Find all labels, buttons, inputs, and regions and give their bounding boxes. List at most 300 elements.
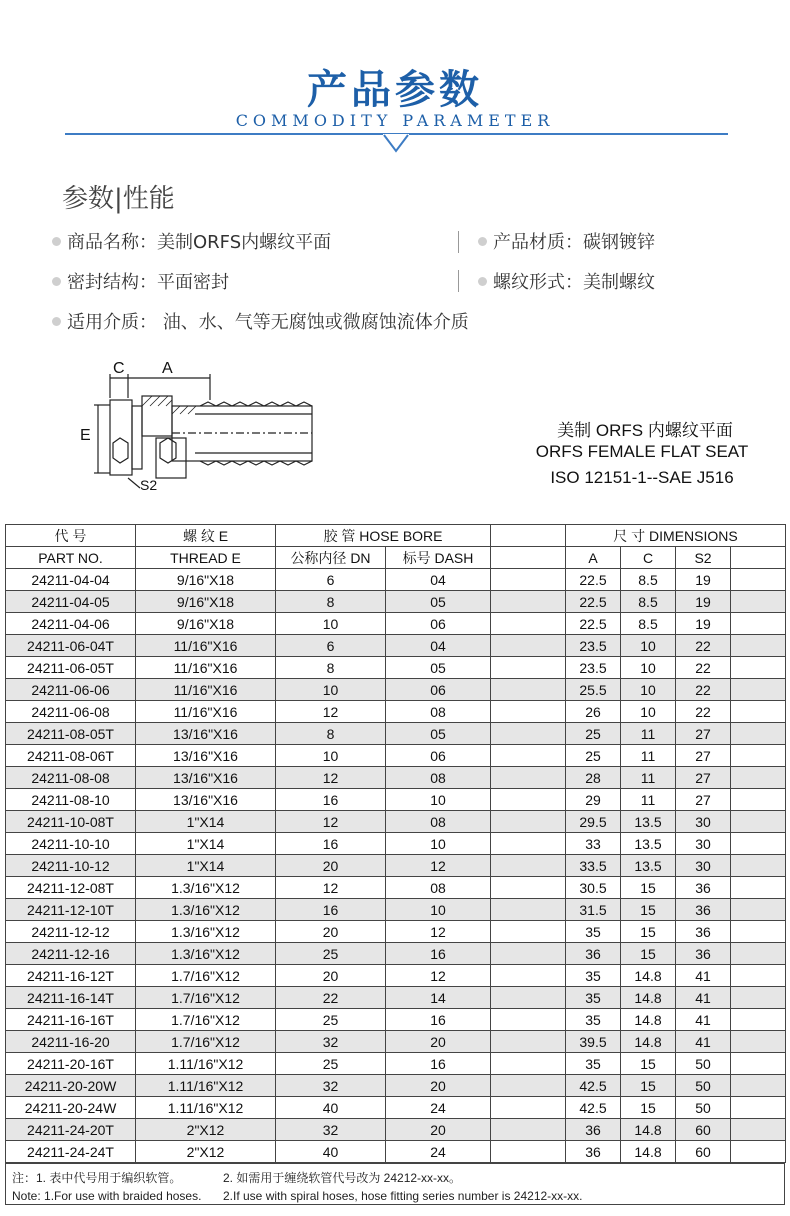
- cell-part-no: 24211-04-05: [6, 591, 136, 613]
- table-row: [6, 811, 786, 833]
- cell-blank: [491, 1009, 566, 1031]
- cell-thread: 13/16"X16: [136, 789, 276, 811]
- table-row: [6, 987, 786, 1009]
- cell-dash: 06: [386, 613, 491, 635]
- spec-seal-structure: [52, 268, 229, 294]
- cell-dim-a: 25: [566, 745, 621, 767]
- cell-dn: 25: [276, 1009, 386, 1031]
- page-title: 产品参数: [307, 67, 483, 113]
- cell-part-no: 24211-16-12T: [6, 965, 136, 987]
- cell-dn: 10: [276, 613, 386, 635]
- cell-dash: 04: [386, 635, 491, 657]
- cell-blank: [731, 1141, 786, 1163]
- table-row: [6, 591, 786, 613]
- spec-value: 美制螺纹: [583, 272, 655, 293]
- header-dash: 标号 DASH: [386, 547, 491, 569]
- cell-dn: 32: [276, 1075, 386, 1097]
- cell-part-no: 24211-24-24T: [6, 1141, 136, 1163]
- cell-dim-s2: 36: [676, 921, 731, 943]
- table-row: [6, 1119, 786, 1141]
- cell-dn: 6: [276, 569, 386, 591]
- cell-dash: 04: [386, 569, 491, 591]
- cell-dim-a: 29.5: [566, 811, 621, 833]
- table-row: [6, 745, 786, 767]
- table-row: [6, 943, 786, 965]
- cell-dim-c: 14.8: [621, 1141, 676, 1163]
- cell-dash: 08: [386, 701, 491, 723]
- cell-blank: [491, 855, 566, 877]
- cell-blank: [731, 1009, 786, 1031]
- cell-dash: 12: [386, 965, 491, 987]
- cell-blank: [491, 1141, 566, 1163]
- cell-dash: 05: [386, 723, 491, 745]
- cell-dim-c: 15: [621, 943, 676, 965]
- header-c: C: [621, 547, 676, 569]
- cell-blank: [731, 1075, 786, 1097]
- cell-dim-s2: 22: [676, 635, 731, 657]
- cell-dim-c: 15: [621, 899, 676, 921]
- cell-blank: [731, 767, 786, 789]
- cell-dash: 06: [386, 745, 491, 767]
- cell-part-no: 24211-08-06T: [6, 745, 136, 767]
- cell-dash: 08: [386, 811, 491, 833]
- table-row: [6, 1009, 786, 1031]
- fitting-diagram: [80, 358, 330, 498]
- cell-blank: [731, 1031, 786, 1053]
- cell-part-no: 24211-20-24W: [6, 1097, 136, 1119]
- cell-dim-c: 14.8: [621, 965, 676, 987]
- table-row: [6, 921, 786, 943]
- cell-part-no: 24211-16-16T: [6, 1009, 136, 1031]
- cell-dim-a: 30.5: [566, 877, 621, 899]
- cell-blank: [731, 613, 786, 635]
- table-row: [6, 723, 786, 745]
- cell-dim-s2: 41: [676, 1031, 731, 1053]
- cell-blank: [731, 657, 786, 679]
- chevron-down-icon: [383, 134, 409, 154]
- cell-blank: [731, 877, 786, 899]
- cell-dim-c: 11: [621, 745, 676, 767]
- cell-blank: [491, 701, 566, 723]
- cell-dim-s2: 41: [676, 965, 731, 987]
- note-en-1: Note: 1.For use with braided hoses.: [12, 1189, 202, 1203]
- table-row: [6, 569, 786, 591]
- table-row: [6, 1075, 786, 1097]
- cell-dim-c: 10: [621, 657, 676, 679]
- spec-value: 平面密封: [157, 272, 229, 293]
- cell-blank: [491, 987, 566, 1009]
- cell-dim-a: 36: [566, 1119, 621, 1141]
- cell-dim-a: 29: [566, 789, 621, 811]
- table-row: [6, 679, 786, 701]
- cell-dim-s2: 60: [676, 1119, 731, 1141]
- cell-thread: 1.7/16"X12: [136, 965, 276, 987]
- cell-dash: 10: [386, 833, 491, 855]
- cell-part-no: 24211-08-05T: [6, 723, 136, 745]
- cell-part-no: 24211-10-10: [6, 833, 136, 855]
- dim-label-c: C: [113, 360, 125, 377]
- cell-dash: 16: [386, 1009, 491, 1031]
- cell-part-no: 24211-06-06: [6, 679, 136, 701]
- cell-thread: 1.3/16"X12: [136, 899, 276, 921]
- cell-part-no: 24211-08-08: [6, 767, 136, 789]
- spec-label: 商品名称：: [67, 232, 157, 253]
- cell-blank: [491, 657, 566, 679]
- cell-blank: [731, 789, 786, 811]
- table-row: [6, 833, 786, 855]
- cell-dash: 12: [386, 855, 491, 877]
- cell-dim-a: 22.5: [566, 613, 621, 635]
- cell-dim-c: 14.8: [621, 987, 676, 1009]
- cell-dim-s2: 36: [676, 899, 731, 921]
- cell-dim-s2: 27: [676, 723, 731, 745]
- cell-dim-a: 39.5: [566, 1031, 621, 1053]
- cell-dim-c: 15: [621, 921, 676, 943]
- cell-blank: [491, 833, 566, 855]
- dim-label-s2: S2: [140, 477, 158, 493]
- table-row: [6, 613, 786, 635]
- header-blank: [731, 547, 786, 569]
- cell-blank: [491, 1075, 566, 1097]
- cell-dn: 25: [276, 943, 386, 965]
- table-row: [6, 855, 786, 877]
- header-blank: [491, 547, 566, 569]
- cell-thread: 1.3/16"X12: [136, 921, 276, 943]
- cell-part-no: 24211-06-05T: [6, 657, 136, 679]
- product-standard: ISO 12151-1--SAE J516: [550, 468, 734, 487]
- cell-dim-a: 28: [566, 767, 621, 789]
- spec-label: 适用介质：: [67, 312, 157, 333]
- cell-part-no: 24211-20-20W: [6, 1075, 136, 1097]
- table-row: [6, 1031, 786, 1053]
- cell-dim-s2: 30: [676, 833, 731, 855]
- cell-dn: 40: [276, 1097, 386, 1119]
- cell-thread: 1.7/16"X12: [136, 987, 276, 1009]
- cell-dim-a: 42.5: [566, 1075, 621, 1097]
- cell-dn: 10: [276, 679, 386, 701]
- cell-dash: 20: [386, 1119, 491, 1141]
- note-cn-1: 注：1. 表中代号用于编织软管。: [12, 1171, 182, 1185]
- cell-dim-s2: 50: [676, 1075, 731, 1097]
- spec-value: 美制ORFS内螺纹平面: [157, 232, 332, 253]
- cell-dash: 05: [386, 657, 491, 679]
- cell-dash: 05: [386, 591, 491, 613]
- cell-blank: [491, 789, 566, 811]
- cell-dn: 32: [276, 1119, 386, 1141]
- cell-blank: [731, 1097, 786, 1119]
- cell-dim-s2: 22: [676, 657, 731, 679]
- table-row: [6, 701, 786, 723]
- cell-dim-c: 15: [621, 1097, 676, 1119]
- cell-blank: [491, 767, 566, 789]
- note-cn-2: 2. 如需用于缠绕软管代号改为 24212-xx-xx。: [223, 1171, 462, 1185]
- cell-dim-c: 13.5: [621, 833, 676, 855]
- cell-thread: 11/16"X16: [136, 657, 276, 679]
- cell-blank: [731, 1053, 786, 1075]
- cell-dim-s2: 27: [676, 745, 731, 767]
- header-code-en: PART NO.: [6, 547, 136, 569]
- cell-blank: [731, 745, 786, 767]
- cell-dn: 40: [276, 1141, 386, 1163]
- cell-dn: 12: [276, 811, 386, 833]
- cell-dn: 22: [276, 987, 386, 1009]
- cell-dim-a: 23.5: [566, 657, 621, 679]
- cell-blank: [731, 899, 786, 921]
- cell-dash: 08: [386, 767, 491, 789]
- cell-dash: 06: [386, 679, 491, 701]
- table-row: [6, 965, 786, 987]
- cell-part-no: 24211-06-08: [6, 701, 136, 723]
- cell-blank: [731, 591, 786, 613]
- cell-blank: [491, 745, 566, 767]
- cell-blank: [491, 723, 566, 745]
- notes-box: [5, 1163, 785, 1205]
- cell-dim-c: 8.5: [621, 613, 676, 635]
- dim-label-e: E: [80, 427, 91, 444]
- cell-thread: 9/16"X18: [136, 591, 276, 613]
- cell-dim-s2: 19: [676, 613, 731, 635]
- cell-dim-c: 13.5: [621, 855, 676, 877]
- cell-part-no: 24211-12-10T: [6, 899, 136, 921]
- cell-dn: 8: [276, 723, 386, 745]
- cell-dn: 25: [276, 1053, 386, 1075]
- spec-medium: [52, 308, 469, 334]
- cell-dash: 08: [386, 877, 491, 899]
- cell-dim-c: 15: [621, 1053, 676, 1075]
- cell-blank: [491, 811, 566, 833]
- table-row: [6, 657, 786, 679]
- cell-blank: [731, 987, 786, 1009]
- cell-dim-s2: 50: [676, 1097, 731, 1119]
- table-row: [6, 1097, 786, 1119]
- cell-dim-c: 11: [621, 767, 676, 789]
- table-row: [6, 789, 786, 811]
- cell-blank: [491, 899, 566, 921]
- cell-part-no: 24211-12-08T: [6, 877, 136, 899]
- cell-blank: [491, 591, 566, 613]
- cell-blank: [731, 943, 786, 965]
- bullet-icon: [52, 277, 61, 286]
- cell-thread: 9/16"X18: [136, 613, 276, 635]
- cell-dim-a: 35: [566, 1053, 621, 1075]
- cell-dim-s2: 27: [676, 789, 731, 811]
- header-thread-cn: 螺 纹 E: [136, 525, 276, 547]
- cell-dn: 12: [276, 767, 386, 789]
- spec-thread-form: [478, 268, 655, 294]
- cell-blank: [491, 943, 566, 965]
- cell-dim-a: 35: [566, 1009, 621, 1031]
- cell-dn: 20: [276, 921, 386, 943]
- cell-dash: 16: [386, 1053, 491, 1075]
- cell-thread: 1"X14: [136, 811, 276, 833]
- cell-dash: 14: [386, 987, 491, 1009]
- cell-thread: 1.3/16"X12: [136, 877, 276, 899]
- table-row: [6, 1053, 786, 1075]
- cell-dim-a: 35: [566, 965, 621, 987]
- cell-dn: 12: [276, 701, 386, 723]
- cell-dim-c: 10: [621, 635, 676, 657]
- cell-blank: [731, 1119, 786, 1141]
- cell-dim-s2: 36: [676, 943, 731, 965]
- cell-blank: [491, 679, 566, 701]
- cell-dn: 8: [276, 657, 386, 679]
- cell-blank: [491, 877, 566, 899]
- cell-blank: [491, 1053, 566, 1075]
- cell-dash: 12: [386, 921, 491, 943]
- bullet-icon: [52, 317, 61, 326]
- product-name-cn: 美制 ORFS 内螺纹平面: [557, 421, 733, 440]
- cell-dim-a: 26: [566, 701, 621, 723]
- spec-label: 产品材质：: [493, 232, 583, 253]
- cell-dash: 24: [386, 1141, 491, 1163]
- table-body: [6, 569, 786, 1163]
- cell-dim-s2: 22: [676, 701, 731, 723]
- cell-dim-c: 14.8: [621, 1031, 676, 1053]
- cell-dim-a: 25: [566, 723, 621, 745]
- cell-blank: [491, 635, 566, 657]
- header-thread-en: THREAD E: [136, 547, 276, 569]
- header-a: A: [566, 547, 621, 569]
- bullet-icon: [52, 237, 61, 246]
- cell-blank: [491, 1031, 566, 1053]
- parameter-table: [5, 524, 786, 1163]
- cell-dim-c: 8.5: [621, 569, 676, 591]
- cell-part-no: 24211-10-08T: [6, 811, 136, 833]
- cell-blank: [491, 921, 566, 943]
- cell-blank: [491, 1119, 566, 1141]
- bullet-icon: [478, 237, 487, 246]
- cell-dim-c: 15: [621, 877, 676, 899]
- cell-part-no: 24211-24-20T: [6, 1119, 136, 1141]
- table-row: [6, 1141, 786, 1163]
- header-hose-bore: 胶 管 HOSE BORE: [276, 525, 491, 547]
- cell-dim-a: 36: [566, 943, 621, 965]
- cell-part-no: 24211-12-16: [6, 943, 136, 965]
- cell-dim-s2: 41: [676, 1009, 731, 1031]
- table-row: [6, 877, 786, 899]
- cell-part-no: 24211-08-10: [6, 789, 136, 811]
- cell-dim-s2: 41: [676, 987, 731, 1009]
- cell-thread: 13/16"X16: [136, 745, 276, 767]
- cell-thread: 1.7/16"X12: [136, 1031, 276, 1053]
- cell-blank: [731, 833, 786, 855]
- cell-blank: [731, 965, 786, 987]
- cell-blank: [491, 1097, 566, 1119]
- cell-dn: 10: [276, 745, 386, 767]
- cell-thread: 11/16"X16: [136, 679, 276, 701]
- table-row: [6, 899, 786, 921]
- cell-blank: [731, 855, 786, 877]
- cell-part-no: 24211-20-16T: [6, 1053, 136, 1075]
- header-dimensions: 尺 寸 DIMENSIONS: [566, 525, 786, 547]
- bullet-icon: [478, 277, 487, 286]
- cell-thread: 9/16"X18: [136, 569, 276, 591]
- cell-part-no: 24211-06-04T: [6, 635, 136, 657]
- cell-dim-a: 36: [566, 1141, 621, 1163]
- cell-thread: 1.11/16"X12: [136, 1097, 276, 1119]
- cell-blank: [731, 701, 786, 723]
- cell-dim-s2: 22: [676, 679, 731, 701]
- cell-dim-s2: 30: [676, 811, 731, 833]
- cell-dn: 6: [276, 635, 386, 657]
- cell-thread: 1"X14: [136, 855, 276, 877]
- cell-dim-a: 33.5: [566, 855, 621, 877]
- header-dn: 公称内径 DN: [276, 547, 386, 569]
- cell-dim-a: 25.5: [566, 679, 621, 701]
- cell-part-no: 24211-16-14T: [6, 987, 136, 1009]
- cell-dim-s2: 30: [676, 855, 731, 877]
- cell-thread: 2"X12: [136, 1141, 276, 1163]
- cell-blank: [731, 921, 786, 943]
- cell-blank: [731, 569, 786, 591]
- cell-dim-c: 10: [621, 701, 676, 723]
- header-blank: [491, 525, 566, 547]
- cell-dn: 8: [276, 591, 386, 613]
- cell-dim-a: 35: [566, 921, 621, 943]
- cell-part-no: 24211-04-06: [6, 613, 136, 635]
- cell-blank: [491, 613, 566, 635]
- cell-dim-a: 42.5: [566, 1097, 621, 1119]
- cell-dim-c: 14.8: [621, 1009, 676, 1031]
- header-code-cn: 代 号: [6, 525, 136, 547]
- cell-dim-a: 33: [566, 833, 621, 855]
- cell-dim-a: 35: [566, 987, 621, 1009]
- note-en-2: 2.If use with spiral hoses, hose fitting series number is 24212-xx-xx.: [223, 1189, 583, 1203]
- spec-product-name: [52, 228, 331, 254]
- dim-label-a: A: [162, 360, 173, 377]
- cell-dim-a: 22.5: [566, 591, 621, 613]
- cell-dim-s2: 36: [676, 877, 731, 899]
- cell-thread: 1.11/16"X12: [136, 1075, 276, 1097]
- cell-dn: 20: [276, 965, 386, 987]
- page-subtitle: COMMODITY PARAMETER: [235, 111, 555, 130]
- table-header-row: [6, 525, 786, 547]
- cell-dn: 32: [276, 1031, 386, 1053]
- cell-thread: 11/16"X16: [136, 635, 276, 657]
- cell-blank: [731, 811, 786, 833]
- cell-dash: 24: [386, 1097, 491, 1119]
- spec-separator: [458, 231, 459, 253]
- cell-dim-s2: 50: [676, 1053, 731, 1075]
- table-header-row: [6, 547, 786, 569]
- table-row: [6, 635, 786, 657]
- cell-thread: 1"X14: [136, 833, 276, 855]
- cell-blank: [731, 635, 786, 657]
- cell-thread: 11/16"X16: [136, 701, 276, 723]
- cell-dim-a: 23.5: [566, 635, 621, 657]
- spec-label: 密封结构：: [67, 272, 157, 293]
- spec-label: 螺纹形式：: [493, 272, 583, 293]
- cell-dn: 20: [276, 855, 386, 877]
- cell-part-no: 24211-16-20: [6, 1031, 136, 1053]
- header-s2: S2: [676, 547, 731, 569]
- section-title: 参数|性能: [62, 184, 175, 214]
- cell-dim-c: 15: [621, 1075, 676, 1097]
- spec-value: 碳钢镀锌: [583, 232, 655, 253]
- cell-dim-a: 31.5: [566, 899, 621, 921]
- cell-thread: 13/16"X16: [136, 723, 276, 745]
- cell-thread: 2"X12: [136, 1119, 276, 1141]
- cell-thread: 1.11/16"X12: [136, 1053, 276, 1075]
- cell-dim-s2: 19: [676, 569, 731, 591]
- cell-dim-c: 11: [621, 723, 676, 745]
- cell-dim-c: 11: [621, 789, 676, 811]
- product-name-en: ORFS FEMALE FLAT SEAT: [535, 442, 749, 461]
- cell-dn: 16: [276, 789, 386, 811]
- cell-thread: 1.3/16"X12: [136, 943, 276, 965]
- spec-material: [478, 228, 655, 254]
- spec-separator: [458, 270, 459, 292]
